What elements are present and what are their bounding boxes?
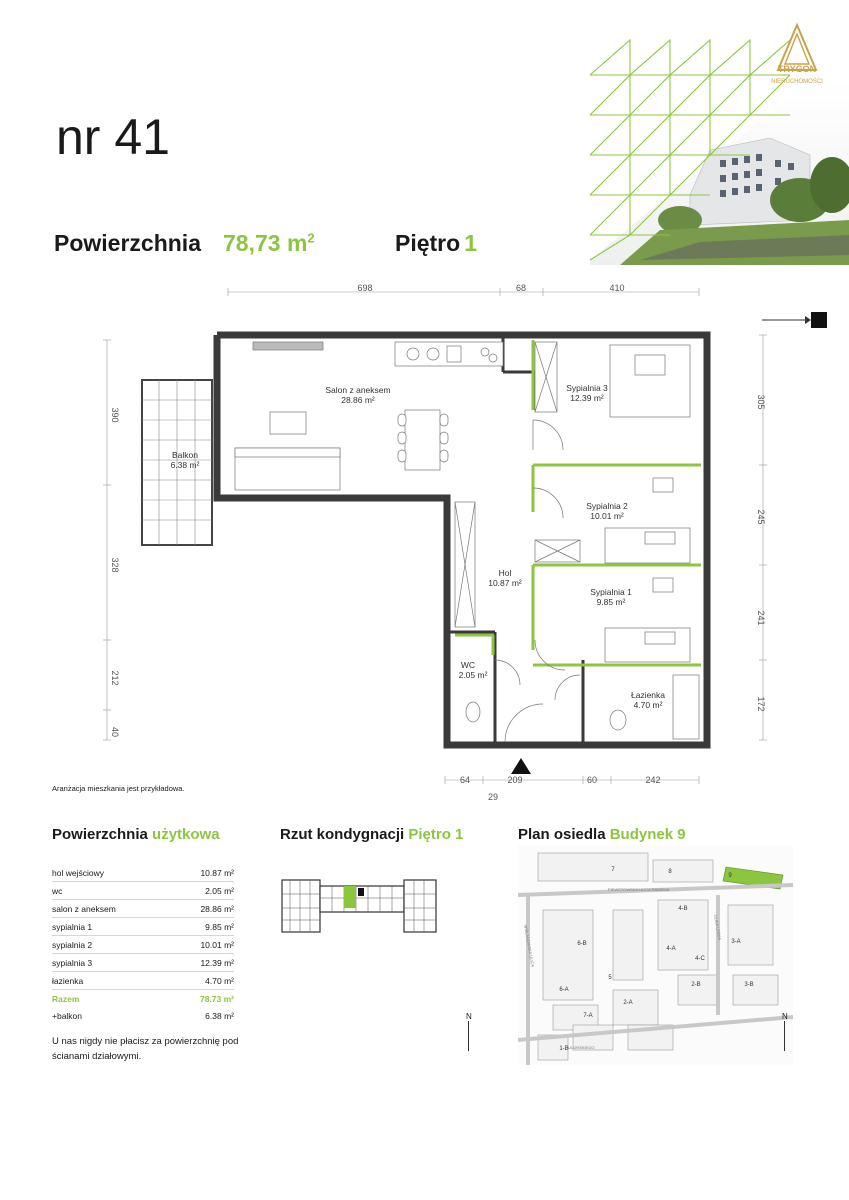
building-label: 6-B <box>577 941 587 947</box>
dim-left-3: 212 <box>110 670 120 686</box>
building-label: 3-A <box>731 939 741 945</box>
row-value: 2.05 m² <box>171 882 234 900</box>
building-label: 9 <box>728 873 732 879</box>
building-label: 7 <box>611 867 615 873</box>
wall-area-note: U nas nigdy nie płacisz za powierzchnię pod ścianami działowymi. <box>52 1036 239 1062</box>
floor-plan-title <box>280 826 463 843</box>
arrangement-note: Aranżacja mieszkania jest przykładowa. <box>52 784 185 793</box>
area-value-text: 78,73 m <box>223 230 308 256</box>
usable-area-title <box>52 826 220 843</box>
balcony-value: 6.38 m² <box>205 1010 234 1021</box>
dim-bottom-2: 209 <box>507 775 523 785</box>
row-label: salon z aneksem <box>52 900 171 918</box>
room-lazienka-name: Łazienka <box>630 690 666 700</box>
dim-bottom-4: 242 <box>645 775 661 785</box>
total-label: Razem <box>52 993 80 1004</box>
dim-right-1: 305 <box>756 394 766 410</box>
dim-left-2: 328 <box>110 557 120 573</box>
room-hol-area: 10.87 m² <box>488 578 522 588</box>
row-label: sypialnia 3 <box>52 954 171 972</box>
row-value: 9.85 m² <box>171 918 234 936</box>
table-row <box>52 954 234 972</box>
row-label: sypialnia 1 <box>52 918 171 936</box>
street-label: ULGRSKIEGO <box>568 1045 595 1050</box>
building-label: 1-B <box>559 1046 569 1052</box>
building-label: 4-A <box>666 946 676 952</box>
building-label: 3-B <box>744 982 754 988</box>
floor-heading <box>395 230 477 257</box>
room-sypialnia1-area: 9.85 m² <box>596 597 626 607</box>
north-arrow-icon <box>784 1021 785 1051</box>
dim-left-1: 390 <box>110 407 120 423</box>
usable-area-title-text: Powierzchnia <box>52 826 153 843</box>
street-label: WIŚLANOWSKA ULICA <box>523 924 536 968</box>
usable-area-title-green: użytkowa <box>152 826 220 843</box>
building-label: 2-B <box>691 982 701 988</box>
trygon-logo <box>771 25 823 85</box>
room-sypialnia2-name: Sypialnia 2 <box>586 501 628 511</box>
table-row <box>52 882 234 900</box>
street-label: ULICA LEŚNA <box>713 914 723 941</box>
building-label: 5 <box>608 975 612 981</box>
row-label: hol wejściowy <box>52 864 171 882</box>
dim-top-2: 68 <box>515 283 527 293</box>
floor-value: 1 <box>464 230 477 256</box>
table-row <box>52 972 234 990</box>
area-unit-sup: 2 <box>307 230 315 246</box>
row-value: 4.70 m² <box>171 972 234 990</box>
room-hol-name: Hol <box>498 568 512 578</box>
table-row-balcony <box>52 1007 234 1024</box>
dim-left-4: 40 <box>110 726 120 738</box>
balcony-label: +balkon <box>52 1010 83 1021</box>
building-label: 8 <box>668 869 672 875</box>
table-row-total <box>52 990 234 1008</box>
area-value <box>223 230 315 257</box>
room-sypialnia1-name: Sypialnia 1 <box>590 587 632 597</box>
building-label: 2-A <box>623 1000 633 1006</box>
building-label: 4-B <box>678 906 688 912</box>
entry-arrow-icon <box>762 312 827 328</box>
apartment-highlight <box>344 886 356 908</box>
floor-plan <box>95 280 835 820</box>
street-label: PIEWSTOWSKA ULICA RAMEMA <box>608 887 670 892</box>
building-label: 4-C <box>695 956 705 962</box>
floor-overview-plan <box>280 876 440 936</box>
table-row <box>52 864 234 882</box>
logo-name: TRYGON <box>777 64 817 74</box>
dim-right-2: 245 <box>756 509 766 525</box>
dim-bottom-1: 64 <box>459 775 471 785</box>
estate-site-plan <box>518 845 793 1065</box>
dim-bottom-5: 29 <box>487 792 499 802</box>
table-row <box>52 918 234 936</box>
room-salon-name: Salon z aneksem <box>325 385 391 395</box>
dim-right-4: 172 <box>756 696 766 712</box>
dim-top-3: 410 <box>609 283 625 293</box>
north-indicator-floor <box>466 1012 472 1051</box>
building-label: 7-A <box>583 1013 593 1019</box>
north-label: N <box>466 1012 472 1021</box>
row-value: 28.86 m² <box>171 900 234 918</box>
row-label: wc <box>52 882 171 900</box>
room-balkon-name: Balkon <box>172 450 198 460</box>
estate-plan-title <box>518 826 686 843</box>
row-label: łazienka <box>52 972 171 990</box>
north-indicator-site <box>782 1012 788 1051</box>
area-table <box>52 864 234 1024</box>
logo-subtitle: NIERUCHOMOŚCI <box>771 79 823 85</box>
building-label: 6-A <box>559 987 569 993</box>
row-label: sypialnia 2 <box>52 936 171 954</box>
table-row <box>52 936 234 954</box>
total-value: 78.73 m² <box>199 993 234 1004</box>
dim-right-3: 241 <box>756 610 766 626</box>
room-salon-area: 28.86 m² <box>341 395 375 405</box>
room-lazienka-area: 4.70 m² <box>633 700 663 710</box>
room-wc-name: WC <box>460 660 476 670</box>
floor-label: Piętro <box>395 230 461 256</box>
room-wc-area: 2.05 m² <box>458 670 488 680</box>
area-label: Powierzchnia <box>54 230 201 256</box>
apartment-number: nr 41 <box>56 109 170 165</box>
entrance-marker-icon <box>511 758 531 774</box>
row-value: 12.39 m² <box>171 954 234 972</box>
dim-bottom-3: 60 <box>586 775 598 785</box>
room-balkon-area: 6.38 m² <box>170 460 200 470</box>
room-sypialnia3-area: 12.39 m² <box>570 393 604 403</box>
room-sypialnia3-name: Sypialnia 3 <box>566 383 608 393</box>
estate-plan-title-text: Plan osiedla <box>518 826 610 843</box>
north-arrow-icon <box>468 1021 469 1051</box>
row-value: 10.87 m² <box>171 864 234 882</box>
room-sypialnia2-area: 10.01 m² <box>590 511 624 521</box>
dim-top-1: 698 <box>357 283 373 293</box>
hero-building-image <box>560 20 849 265</box>
row-value: 10.01 m² <box>171 936 234 954</box>
table-row <box>52 900 234 918</box>
estate-plan-title-green: Budynek 9 <box>609 826 686 843</box>
floor-plan-title-green: Piętro 1 <box>408 826 464 843</box>
floor-plan-title-text: Rzut kondygnacji <box>280 826 409 843</box>
north-label: N <box>782 1012 788 1021</box>
